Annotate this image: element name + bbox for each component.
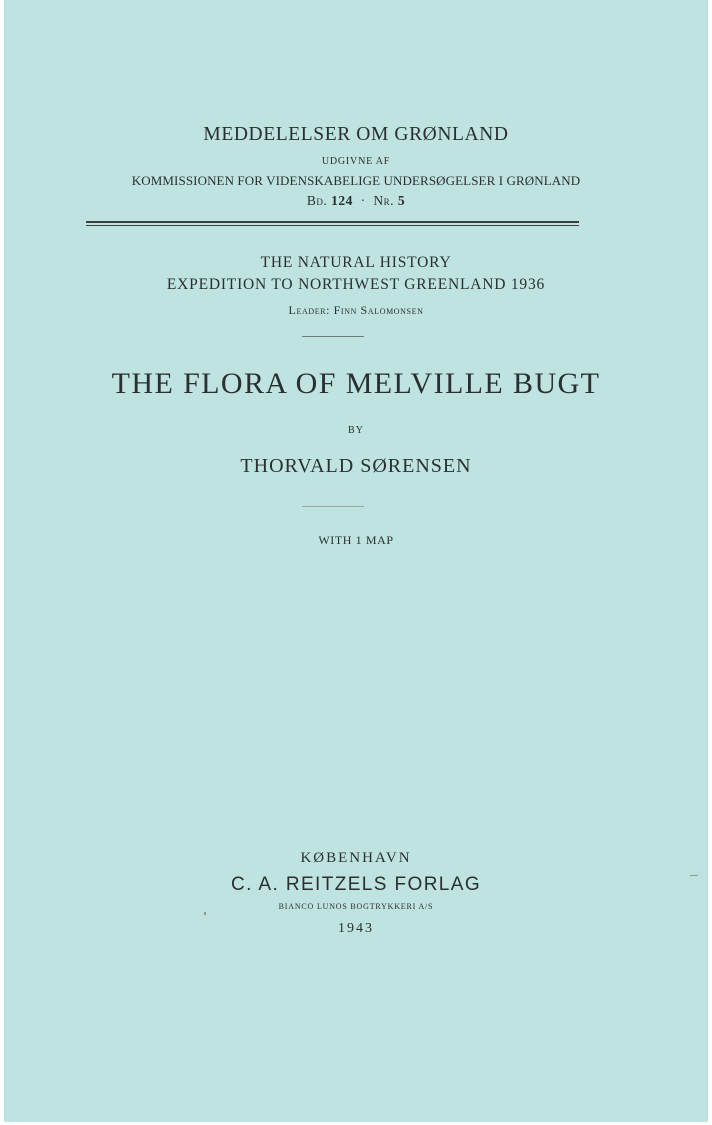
subtitle-line-1: THE NATURAL HISTORY	[260, 254, 452, 271]
short-divider-bottom	[302, 506, 364, 507]
volume-number-line: Bd. 124 · Nr. 5	[306, 193, 406, 208]
book-cover	[4, 0, 708, 1122]
author-name: THORVALD SØRENSEN	[240, 455, 472, 477]
number-value: 5	[397, 193, 406, 208]
printer-name: BIANCO LUNOS BOGTRYKKERI A/S	[278, 902, 434, 911]
volume-number: 124	[331, 193, 353, 208]
double-rule-divider	[86, 221, 579, 226]
published-by-label: UDGIVNE AF	[321, 156, 391, 167]
short-divider-top	[302, 336, 364, 337]
series-title: MEDDELELSER OM GRØNLAND	[203, 124, 509, 145]
volume-prefix: Bd.	[306, 193, 328, 208]
expedition-leader: Leader: Finn Salomonsen	[288, 303, 424, 317]
paper-speck	[690, 875, 698, 876]
publisher-name: C. A. REITZELS FORLAG	[230, 874, 482, 895]
commission-name: KOMMISSIONEN FOR VIDENSKABELIGE UNDERSØGELSER I GRØNLAND	[131, 173, 581, 188]
paper-speck	[204, 912, 206, 915]
publication-year: 1943	[338, 921, 374, 936]
by-label: BY	[348, 425, 364, 436]
rule-thin	[86, 225, 579, 226]
subtitle-line-2: EXPEDITION TO NORTHWEST GREENLAND 1936	[166, 276, 546, 293]
number-prefix: Nr.	[373, 193, 395, 208]
with-map-note: WITH 1 MAP	[318, 533, 394, 547]
book-title: THE FLORA OF MELVILLE BUGT	[111, 367, 601, 400]
publication-city: KØBENHAVN	[300, 850, 412, 866]
rule-thick	[86, 221, 579, 223]
